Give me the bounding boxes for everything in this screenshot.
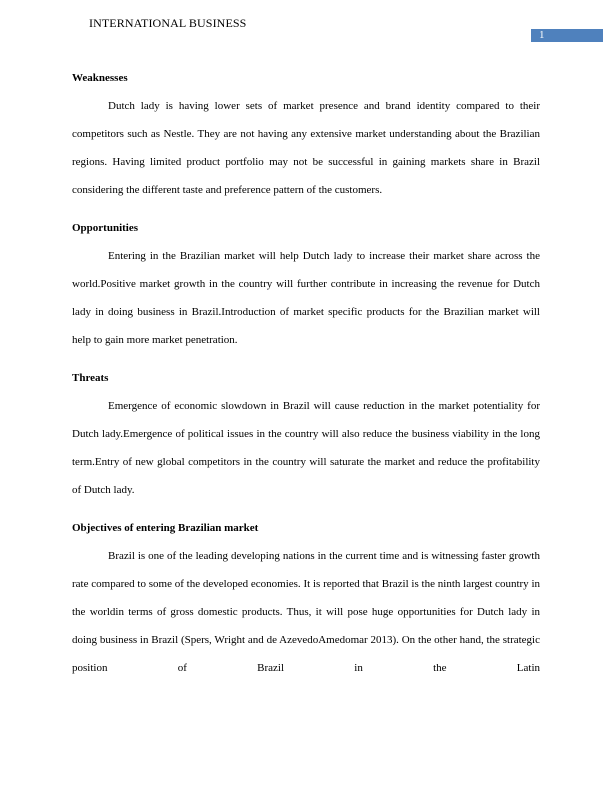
section-heading: Weaknesses: [72, 72, 128, 84]
section-heading: Threats: [72, 372, 109, 384]
document-body: [72, 64, 540, 692]
section-paragraph: Entering in the Brazilian market will help Dutch lady to increase their market share across the world.Positive market growth in the country will further contribute in increasing the revenue for Dutch lady in doing business in Brazil.Introduction of market specific products for the Brazilian market will help to gain more market penetration.: [72, 250, 540, 346]
section-heading: Opportunities: [72, 222, 139, 234]
section-paragraph: Dutch lady is having lower sets of market presence and brand identity compared to their competitors such as Nestle. They are not having any extensive market understanding about the Brazilian regions. Having limited product portfolio may not be successful in gaining markets share in Brazil considering the different taste and preference pattern of the customers.: [72, 100, 540, 196]
section-heading: Objectives of entering Brazilian market: [72, 522, 259, 534]
page-number: 1: [531, 29, 603, 42]
section-weaknesses: [72, 64, 540, 204]
section-paragraph: Emergence of economic slowdown in Brazil will cause reduction in the market potentiality for Dutch lady.Emergence of political issues in the country will also reduce the business viability in the long term.Entry of new global competitors in the country will saturate the market and reduce the profitability of Dutch lady.: [72, 400, 540, 496]
section-threats: [72, 364, 540, 504]
section-paragraph: Brazil is one of the leading developing nations in the current time and is witnessing faster growth rate compared to some of the developed economies. It is reported that Brazil is the ninth largest country in the worldin terms of gross domestic products. Thus, it will pose huge opportunities for Dutch lady in doing business in Brazil (Spers, Wright and de AzevedoAmedomar 2013). On the other hand, the strategic position of Brazil in the Latin: [72, 550, 540, 674]
section-objectives: [72, 514, 540, 682]
running-header: INTERNATIONAL BUSINESS: [89, 16, 247, 30]
section-opportunities: [72, 214, 540, 354]
